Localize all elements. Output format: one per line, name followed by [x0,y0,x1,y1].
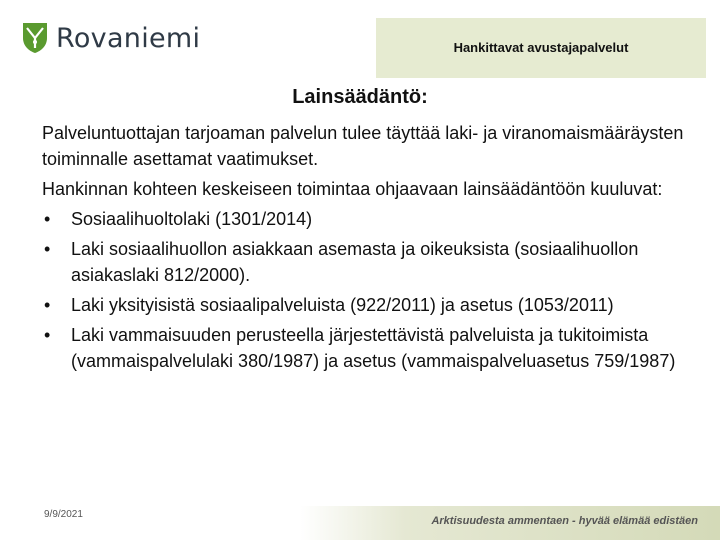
list-item-text: Sosiaalihuoltolaki (1301/2014) [71,209,313,229]
footer-slogan: Arktisuudesta ammentaen - hyvää elämää edistäen [431,515,698,527]
list-item-text: Laki sosiaalihuollon asiakkaan asemasta ja oikeuksista (sosiaalihuollon asiakaslaki 812/2000). [71,239,639,285]
paragraph: Palveluntuottajan tarjoaman palvelun tulee täyttää laki- ja viranomaismääräysten toiminnalle asettamat vaatimukset. [42,123,684,169]
bullet-icon: • [44,239,51,259]
bullet-icon: • [44,325,51,345]
list-item [42,236,702,288]
header-banner [376,18,706,78]
brand-name: Rovaniemi [56,22,201,54]
brand-logo [22,20,200,56]
rovaniemi-crest-icon [22,22,48,54]
law-list [42,206,702,374]
list-item-text: Laki yksityisistä sosiaalipalveluista (922/2011) ja asetus (1053/2011) [71,295,614,315]
slide-title: Lainsäädäntö: [292,86,428,108]
paragraph: Hankinnan kohteen keskeiseen toimintaa ohjaavaan lainsäädäntöön kuuluvat: [42,179,663,199]
list-item [42,206,702,232]
header-title: Hankittavat avustajapalvelut [453,40,629,55]
footer-banner [300,506,720,540]
list-item [42,322,702,374]
bullet-icon: • [44,295,51,315]
footer-date: 9/9/2021 [44,509,83,520]
bullet-icon: • [44,209,51,229]
list-item-text: Laki vammaisuuden perusteella järjestettävistä palveluista ja tukitoimista (vammaispalvelulaki 380/1987) ja asetus (vammaispalveluasetus 759/1987) [71,325,676,371]
list-item [42,292,702,318]
slide-content [42,120,702,378]
